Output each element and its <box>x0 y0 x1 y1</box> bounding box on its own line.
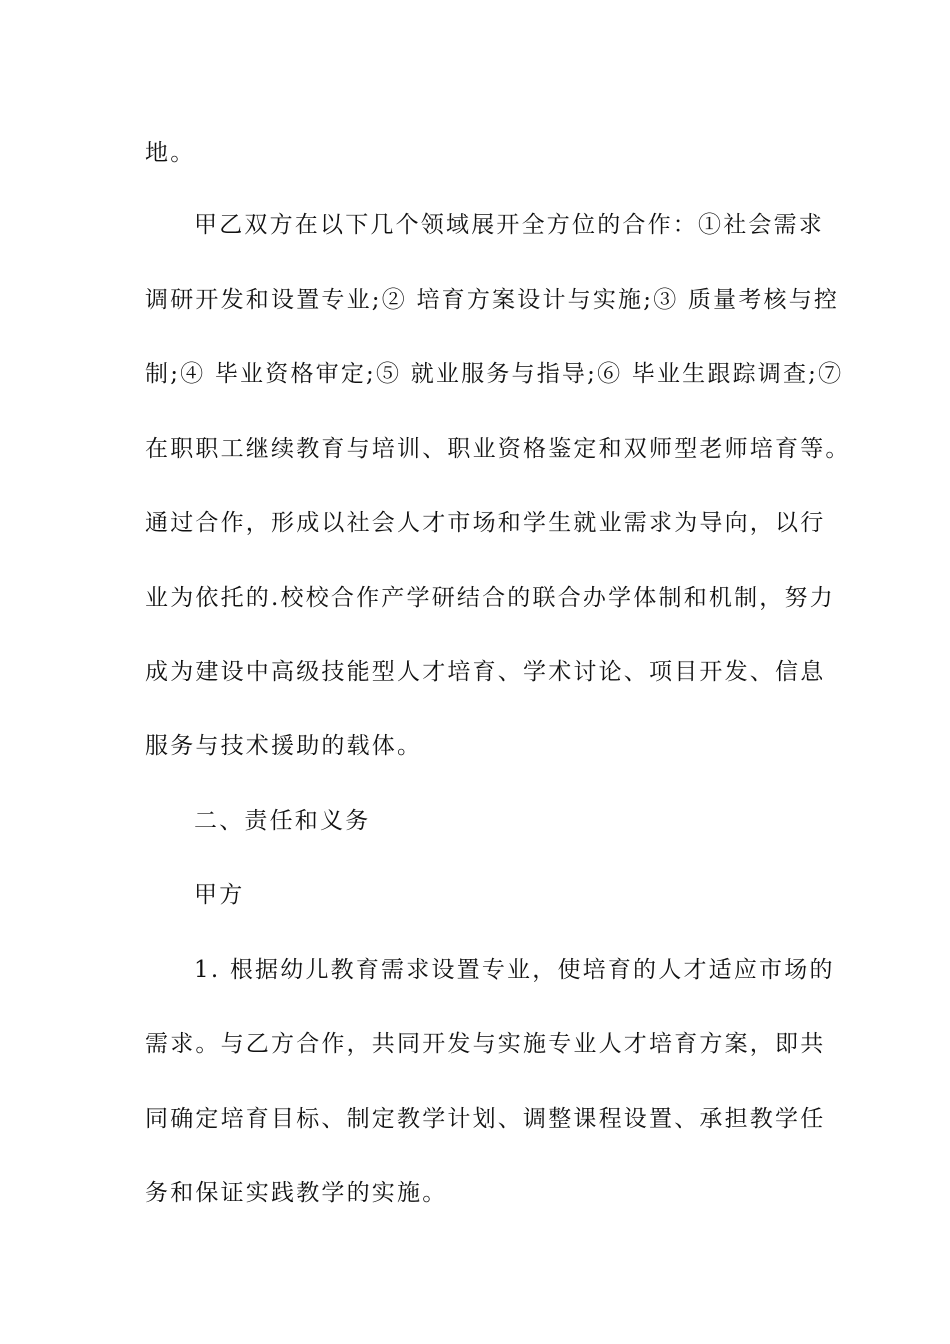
text-line-4: 制;④ 毕业资格审定;⑤ 就业服务与指导;⑥ 毕业生跟踪调查;⑦ <box>145 361 844 387</box>
section-heading: 二、责任和义务 <box>194 808 371 834</box>
text-line-8: 成为建设中高级技能型人才培育、学术讨论、项目开发、信息 <box>145 659 826 685</box>
text-line-12: 1. 根据幼儿教育需求设置专业，使培育的人才适应市场的 <box>194 957 835 983</box>
text-line-7: 业为依托的.校校合作产学研结合的联合办学体制和机制，努力 <box>145 585 835 611</box>
text-line-6: 通过合作，形成以社会人才市场和学生就业需求为导向，以行 <box>145 510 826 536</box>
text-line-13: 需求。与乙方合作，共同开发与实施专业人才培育方案，即共 <box>145 1031 826 1057</box>
text-line-2: 甲乙双方在以下几个领域展开全方位的合作：①社会需求 <box>194 212 824 238</box>
text-line-3: 调研开发和设置专业;② 培育方案设计与实施;③ 质量考核与控 <box>145 287 840 313</box>
party-a-heading: 甲方 <box>194 882 245 908</box>
text-line-5: 在职职工继续教育与培训、职业资格鉴定和双师型老师培育等。 <box>145 436 851 462</box>
text-line-15: 务和保证实践教学的实施。 <box>145 1180 448 1206</box>
text-line-9: 服务与技术援助的载体。 <box>145 733 423 759</box>
text-line-14: 同确定培育目标、制定教学计划、调整课程设置、承担教学任 <box>145 1106 826 1132</box>
text-line-1: 地。 <box>145 140 196 166</box>
